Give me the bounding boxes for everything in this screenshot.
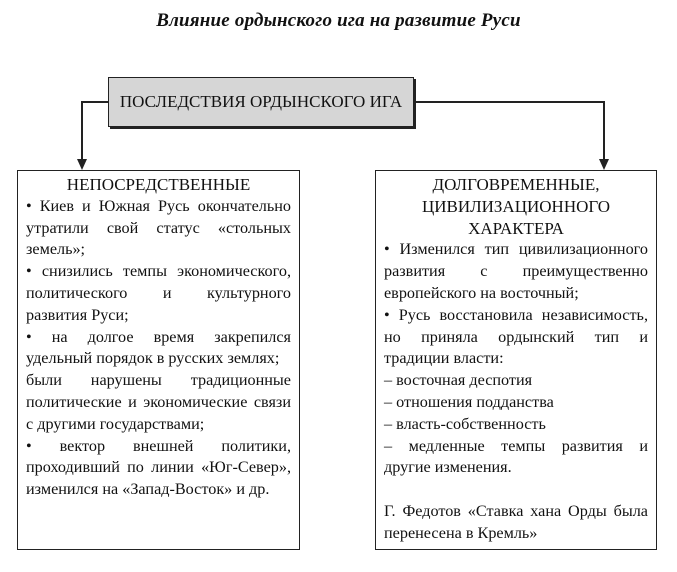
connector-left-vertical [81,101,83,161]
list-item: • Русь восстановила независимость, но приняла ордынский тип и традиции власти: [384,305,648,368]
immediate-consequences-box [17,170,300,550]
list-item: • снизились темпы экономического, политического и культурного развития Руси; [26,262,291,324]
spacer [384,479,648,501]
connector-right-vertical [603,101,605,161]
list-item: • Изменился тип цивилизационного развития с преимущественно европейского на восточный; [384,240,648,302]
sub-item: – восточная деспотия [384,371,533,390]
box-heading: НЕПОСРЕДСТВЕННЫЕ [66,175,251,194]
diagram-title: Влияние ордынского ига на развитие Руси [156,10,521,31]
sub-item: – отношения подданства [384,392,554,411]
connector-left-horizontal [81,101,108,103]
arrow-down-icon [77,159,87,170]
connector-right-horizontal [413,101,604,103]
box-heading-line: ХАРАКТЕРА [468,218,564,238]
box-heading-line: ЦИВИЛИЗАЦИОННОГО [421,196,611,216]
main-node-box [108,77,414,127]
quote: Г. Федотов «Ставка хана Орды была перенесена в Кремль» [384,501,648,542]
list-item: • вектор внешней политики, проходивший по линии «Юг-Север», изменился на «Запад-Восток» и др. [26,436,291,499]
long-term-consequences-box [375,170,657,550]
sub-item: – медленные темпы развития и другие изменения. [384,436,648,477]
box-heading-line: ДОЛГОВРЕМЕННЫЕ, [432,175,600,194]
list-item: • Киев и Южная Русь окончательно утратили свой статус «стольных земель»; [26,196,291,259]
list-item: • на долгое время закрепился удельный порядок в русских землях; [26,327,291,368]
arrow-down-icon [599,159,609,170]
sub-item: – власть-собственность [384,414,546,433]
main-node-label: ПОСЛЕДСТВИЯ ОРДЫНСКОГО ИГА [119,92,403,111]
list-item: были нарушены традиционные политические и экономические связи с другими государствами; [26,371,291,433]
